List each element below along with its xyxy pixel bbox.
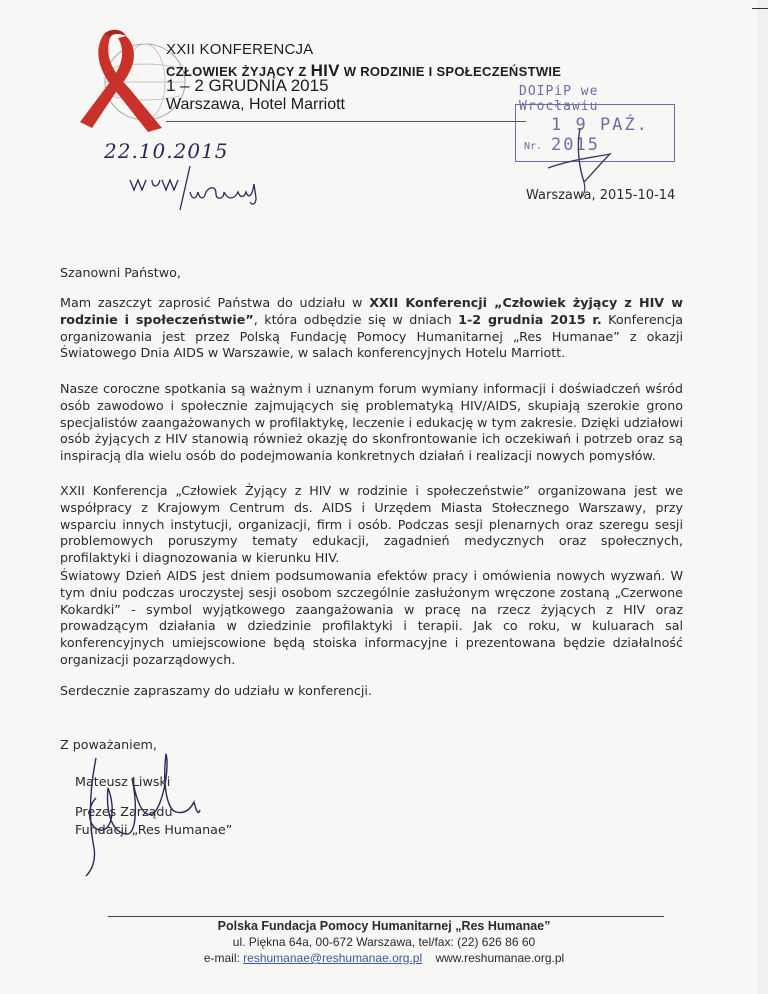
subtitle-part: W RODZINIE I SPOŁECZEŃSTWIE — [339, 64, 562, 79]
signer-organization: Fundacji „Res Humanae” — [75, 822, 233, 837]
footer-address: ul. Piękna 64a, 00-672 Warszawa, tel/fax: (22) 626 86 60 — [232, 935, 536, 949]
paragraph-cooperation: XXII Konferencja „Człowiek Żyjący z HIV w rodzinie i społeczeństwie” organizowana jest we współpracy z Krajowym Centrum ds. AIDS i Urzędem Miasta Stołecznego Warszawy, przy wsparciu innych instytucji, organizacji, firm i osób. Podczas sesji plenarnych oraz szeregu sesji problemowych poruszymy tematy edukacji, zagadnień medycznych oraz społecznych, profilaktyki i diagnozowania w kierunku HIV. — [60, 483, 683, 566]
subtitle-part: CZŁOWIEK ŻYJĄCY Z — [166, 64, 311, 79]
paragraph-invitation — [60, 295, 683, 362]
website-link[interactable]: www.reshumanae.org.pl — [435, 951, 565, 965]
paragraph-invite-closing: Serdecznie zapraszamy do udziału w konferencji. — [60, 683, 372, 698]
closing-salutation: Z poważaniem, — [60, 737, 157, 752]
paragraph-world-aids-day: Światowy Dzień AIDS jest dniem podsumowania efektów pracy i omówienia nowych wyzwań. W tym dniu podczas uroczystej sesji osobom szczególnie zasłużonym wręczone zostaną „Czerwone Kokardki” - symbol wyjątkowego zaangażowania w pracę na rzecz żyjących z HIV oraz prowadzącym działania w dziedzinie profilaktyki i terapii. Jak co roku, w kuluarach sal konferencyjnych umiejscowione będą stoiska informacyjne i prezentowana będzie działalność organizacji pozarządowych. — [60, 568, 683, 667]
footer-divider — [108, 916, 664, 917]
subtitle-hiv: HIV — [310, 61, 340, 80]
p1-conference-name: XXII Konferencji „Człowiek żyjący z HIV w rodzinie i społeczeństwie” — [60, 295, 683, 327]
red-ribbon-logo — [74, 28, 174, 132]
letter-date: Warszawa, 2015-10-14 — [526, 188, 676, 203]
signer-name: Mateusz Liwski — [75, 774, 171, 789]
conference-dates: 1 – 2 GRUDNIA 2015 — [166, 76, 329, 95]
stamp-number-label: Nr. — [524, 141, 543, 152]
contact-spacer — [422, 951, 435, 965]
p1-text: Konferencja organizowania jest przez Polską Fundację Pomocy Humanitarnej „Res Humanae” z okazji Światowego Dnia AIDS w Warszawie, w salach konferencyjnych Hotelu Marriott. — [60, 311, 683, 361]
p1-dates: 1-2 grudnia 2015 r. — [458, 311, 602, 327]
conference-venue: Warszawa, Hotel Marriott — [166, 96, 345, 113]
p1-text: Mam zaszczyt zaprosić Państwa do udziału w — [60, 295, 370, 310]
handwritten-note — [128, 162, 278, 214]
p1-text: , która odbędzie się w dniach — [253, 311, 459, 327]
page-edge — [757, 0, 768, 994]
greeting: Szanowni Państwo, — [60, 265, 181, 280]
footer-contact — [0, 951, 768, 965]
signer-title: Prezes Zarządu — [75, 804, 173, 819]
email-label: e-mail: — [203, 951, 244, 965]
page-edge-mark — [752, 8, 768, 9]
paragraph-forum: Nasze coroczne spotkania są ważnym i uznanym forum wymiany informacji i doświadczeń wśród osób zawodowo i społecznie zajmujących się problematyką HIV/AIDS, skupiają szerokie grono specjalistów zaangażowanych w profilaktykę, leczenie i edukację w tym zakresie. Dzięki udziałowi osób żyjących z HIV stanowią również okazję do skonfrontowanie ich oczekiwań i potrzeb oraz są inspiracją dla wielu osób do podejmowania konkretnych działań i realizacji nowych pomysłów. — [60, 381, 683, 464]
email-link[interactable]: reshumanae@reshumanae.org.pl — [243, 951, 423, 965]
stamp-date: 1 9 PAŹ. 2015 — [551, 115, 649, 155]
handwritten-date: 22.10.2015 — [104, 139, 229, 163]
header-divider — [166, 121, 526, 122]
conference-title: XXII KONFERENCJA — [166, 41, 314, 58]
handwritten-signature — [66, 748, 216, 878]
stamp-org: DOIPiP we Wrocławiu — [519, 84, 599, 114]
footer-org-name: Polska Fundacja Pomocy Humanitarnej „Res Humanae” — [217, 919, 551, 933]
